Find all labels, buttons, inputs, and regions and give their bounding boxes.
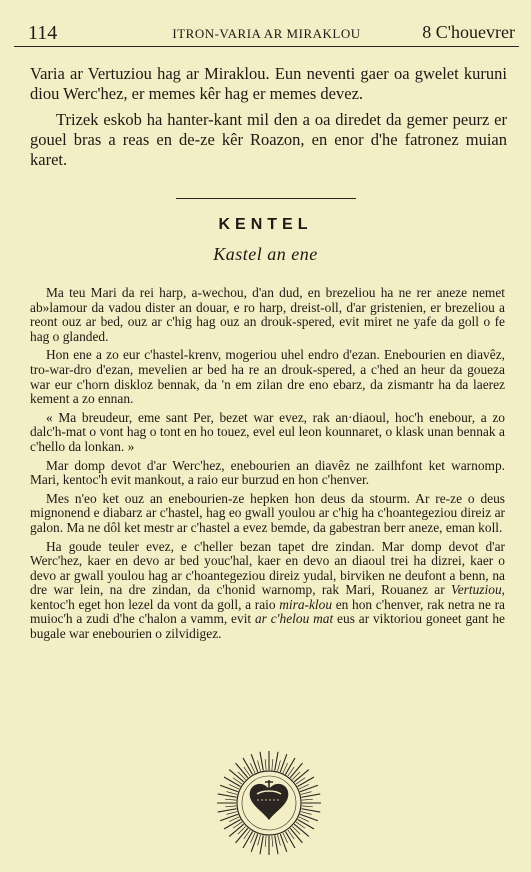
italic-run: mira-klou (279, 596, 333, 612)
sunburst-ray (272, 836, 273, 847)
sunburst-ray (301, 809, 320, 812)
text-run: , kentoc'h eget hon lezel da vont da goll, a raio (30, 582, 505, 612)
sunburst-ray (272, 759, 273, 770)
sunburst-ray (280, 754, 286, 772)
sunburst-ray (243, 832, 253, 848)
sunburst-ray (302, 799, 313, 800)
running-header (14, 20, 519, 47)
sunburst-ray (286, 758, 296, 774)
lesson-paragraph-1: Ma teu Mari da rei harp, a-wechou, d'an dud, en brezeliou ha ne rer aneze nemet ab»lamour da vadou dister an douar, e ro harp, dreist-oll, d'ar gristenien, er brezeliou a reont ouz ar bed, ouz ar c'hig hag ouz an drouk-spered, evit miret ne yafe da goll o fe hag o glanded. (30, 285, 505, 344)
sunburst-ray (280, 834, 286, 852)
running-title: ITRON-VARIA AR MIRAKLOU (172, 26, 361, 41)
section-title: KENTEL (218, 216, 313, 233)
sunburst-ray (220, 785, 238, 791)
sunburst-ray (286, 832, 296, 848)
text-run: en hon c'henver, rak netra ne ra muioc'h a zudi d'he c'halon a vamm, evit (30, 596, 505, 627)
sunburst-ray (302, 806, 313, 807)
lesson-paragraph-6 (30, 540, 505, 642)
text-run: Ha goude teuler evez, e c'heller bezan tapet dre zindan. Mar domp devot d'ar Werc'hez, kaer en devo ar bed youc'hal, kaer en devo an diaoul trei ha dizrei, kaer o devo ar gwall youlou hag ar c'hoantegeziou direiz yudal, birviken ne deufont a benn, na dre war lein, na dre zindan, da c'honid warnomp, rak Mari, Rouanez ar (30, 538, 505, 598)
sunburst-ray (258, 760, 261, 771)
sunburst-ray (301, 812, 312, 815)
lesson-text (30, 286, 505, 646)
sunburst-ray (218, 794, 237, 797)
sunburst-ray (278, 760, 281, 771)
intro-text (30, 64, 507, 176)
sunburst-ray (258, 835, 261, 846)
sunburst-ray (300, 785, 318, 791)
lesson-paragraph-4: Mar domp devot d'ar Werc'hez, enebourien an diavêz ne zailhfont ket warnomp. Mari, kentoc'h evit mankout, a raio eur burzud en hon c'henver. (30, 457, 505, 488)
lesson-paragraph-3: « Ma breudeur, eme sant Per, bezet war evez, rak an·diaoul, hoc'h enebour, a zo dalc'h-mat o vont hag o tont en ho touez, evel eul leon kounnaret, o klask unan bennak a c'hello da lonkan. » (30, 409, 505, 454)
section-divider (176, 198, 356, 199)
sunburst-ray (275, 835, 278, 854)
intro-paragraph-2: Trizek eskob ha hanter-kant mil den a oa diredet da gemer peurz er gouel bras a reas en de-ze kêr Roazon, en enor d'he fatronez muian karet. (30, 110, 507, 169)
sunburst-ray (275, 752, 278, 771)
sunburst-ray (225, 799, 236, 800)
sunburst-ray (243, 758, 253, 774)
sunburst-ray (260, 835, 263, 854)
sunburst-ray (260, 752, 263, 771)
sacred-heart-sunburst-icon (211, 750, 327, 856)
sunburst-ray (278, 835, 281, 846)
sunburst-ray (220, 814, 238, 820)
lesson-paragraph-2: Hon ene a zo eur c'hastel-krenv, mogeriou uhel endro d'ezan. Enebourien en diavêz, tro-war-dro d'ezan, mevelien ar bed ha re an drouk-spered, a c'hed an heur da goueza war eur c'horn diskloz bennak, da 'n em zilan dre eno ebarz, da zismantr ha da laerez kement a zo ennan. (30, 347, 505, 407)
page-number: 114 (28, 22, 58, 44)
sunburst-ray (251, 834, 257, 852)
sunburst-ray (226, 812, 237, 815)
sunburst-ray (218, 809, 237, 812)
text-run: eus ar viktoriou goneet gant he bugale war enebourien o zilvidigez. (30, 611, 505, 642)
italic-run: ar c'helou mat (254, 611, 334, 627)
sunburst-ray (301, 794, 320, 797)
sunburst-ray (225, 806, 236, 807)
intro-paragraph-1: Varia ar Vertuziou hag ar Miraklou. Eun neventi gaer oa gwelet kuruni diou Werc'hez, er memes kêr hag er memes devez. (30, 64, 507, 103)
lesson-paragraph-5: Mes n'eo ket ouz an enebourien-ze hepken hon deus da stourm. Ar re-ze o deus mignonend e diabarz ar c'hastel, hag eo gwall youlou ar c'hig ha c'hoantegeziou direiz ar galon. Ma ne dôl ket mestr ar c'hastel a evez bemde, da gabestran berr aneze, eman koll. (30, 490, 505, 535)
sunburst-ray (298, 820, 314, 830)
sunburst-ray (301, 792, 312, 795)
sunburst-ray (300, 814, 318, 820)
sunburst-ray (224, 777, 240, 787)
section-subtitle: Kastel an ene (213, 244, 318, 264)
sunburst-ray (224, 820, 240, 830)
sunburst-ray (265, 836, 266, 847)
italic-run: Vertuziou (451, 582, 502, 598)
sunburst-ray (251, 754, 257, 772)
sunburst-ray (265, 759, 266, 770)
sunburst-ray (298, 777, 314, 787)
month-label: 8 C'houevrer (422, 22, 515, 42)
sunburst-ray (226, 792, 237, 795)
